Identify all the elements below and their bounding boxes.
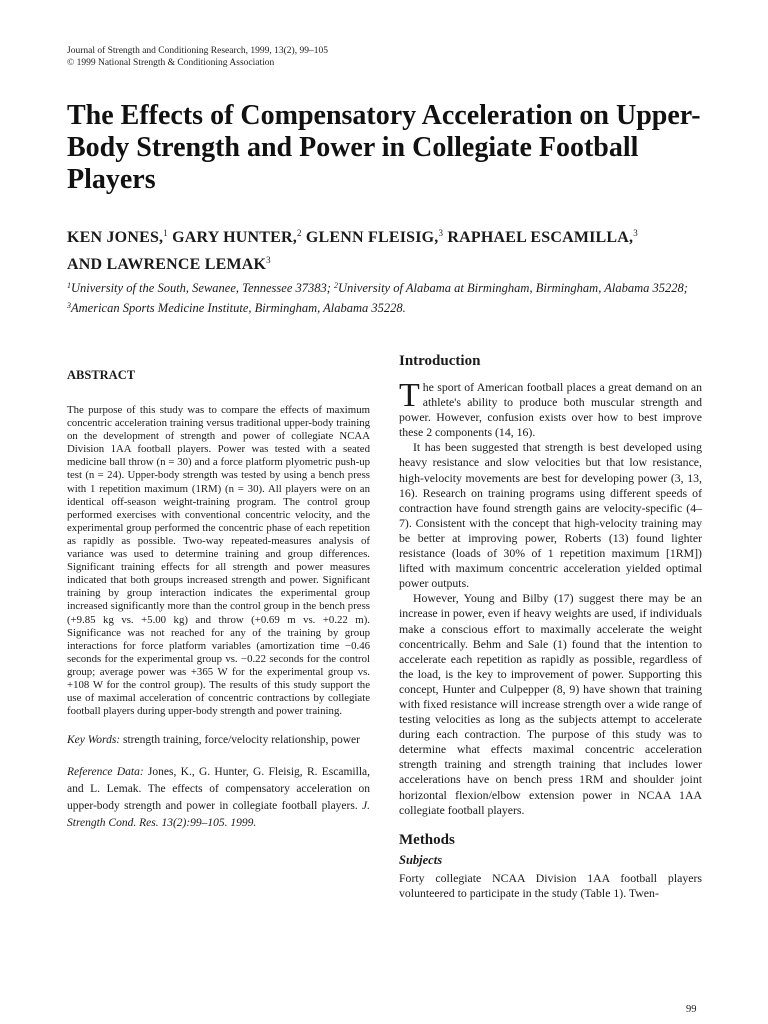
author-affiliation-mark: 3: [438, 228, 444, 238]
reference-data: [67, 764, 370, 832]
affiliation-text: University of Alabama at Birmingham, Birmingham, Alabama 35228;: [338, 281, 688, 295]
keywords: [67, 732, 370, 749]
methods-heading: Methods: [399, 831, 455, 848]
keywords-label: Key Words:: [67, 734, 121, 747]
author-name: AND LAWRENCE LEMAK: [67, 256, 267, 273]
left-column: [67, 368, 370, 832]
affiliation-text: University of the South, Sewanee, Tennessee 37383;: [71, 281, 335, 295]
reference-citation: J. Strength Cond. Res. 13(2):99–105. 1999.: [67, 800, 370, 830]
author-list: [67, 222, 727, 276]
introduction-paragraph: [399, 377, 702, 440]
reference-label: Reference Data:: [67, 766, 144, 779]
introduction-paragraph-text: he sport of American football places a great demand on an athlete's ability to produce both muscular strength and power. However, confusion exists over how to best improve these 2 components (14, 16).: [399, 380, 702, 440]
journal-copyright: © 1999 National Strength & Conditioning Association: [67, 58, 275, 68]
affiliation-mark: 3: [67, 301, 71, 310]
author-name: RAPHAEL ESCAMILLA,: [447, 229, 634, 246]
article-title: The Effects of Compensatory Acceleration on Upper-Body Strength and Power in Collegiate Football Players: [67, 100, 701, 195]
abstract-heading: ABSTRACT: [67, 368, 136, 382]
affiliation-mark: 2: [334, 281, 339, 290]
affiliations: [67, 277, 707, 317]
introduction-heading: Introduction: [399, 353, 481, 369]
author-affiliation-mark: 1: [163, 228, 168, 238]
introduction-paragraph: It has been suggested that strength is best developed using heavy resistance and slow velocities but that low resistance, high-velocity movements are best for developing power (3, 13, 16). Research on training programs using different speeds of contraction have found strength gains are velocity-specific (4–7). Consistent with the concept that high-velocity training may be better at improving power, Roberts (13) found lighter resistance (loads of 30% of 1 repetition maximum [1RM]) lifted with maximum concentric acceleration yielded optimal power outputs.: [399, 440, 702, 591]
author-affiliation-mark: 3: [266, 255, 271, 265]
methods-paragraph: Forty collegiate NCAA Division 1AA football players volunteered to participate in the study (Table 1). Twen-: [399, 870, 702, 900]
author-affiliation-mark: 2: [296, 228, 302, 238]
right-column: [399, 353, 702, 901]
introduction-paragraph: However, Young and Bilby (17) suggest there may be an increase in power, even if heavy weights are used, if individuals make a conscious effort to maximally accelerate the weight concentrically. Behm and Sale (1) found that the intention to accelerate each repetition as rapidly as possible, regardless of the load, is the key to improvement of power. Supporting this concept, Hunter and Culpepper (8, 9) have shown that training with fixed resistance will increase strength over a wide range of testing velocities as long as the subjects attempt to accelerate during each contraction. The purpose of this study was to determine what effects maximal concentric acceleration strength training and strength training that includes lower accelerations have on bench press 1RM and shoulder joint horizontal flexion/elbow extension power in NCAA 1AA collegiate football players.: [399, 591, 702, 817]
journal-citation: Journal of Strength and Conditioning Research, 1999, 13(2), 99–105: [67, 46, 328, 56]
reference-text: Jones, K., G. Hunter, G. Fleisig, R. Escamilla, and L. Lemak. The effects of compensatory acceleration on upper-body strength and power in collegiate football players.: [67, 766, 370, 813]
affiliation-mark: 1: [67, 281, 71, 290]
author-affiliation-mark: 3: [633, 228, 638, 238]
author-name: GLENN FLEISIG,: [305, 229, 439, 246]
subjects-subheading: Subjects: [399, 852, 443, 867]
abstract-body: The purpose of this study was to compare the effects of maximum concentric acceleration training versus traditional upper-body training on the development of strength and power of collegiate NCAA Division 1AA football players. Power was tested with a seated medicine ball throw (n = 30) and a force platform plyometric push-up test (n = 24). Upper-body strength was tested by using a bench press with 1 repetition maximum (1RM) (n = 30). All players were on an identical off-season weight-training program. The control group performed exercises with conventional concentric velocity, and the experimental group performed the concentric phase of each repetition as rapidly as possible. Two-way repeated-measures analysis of variance was used to determine training and group differences. Significant training effects for all strength and power measures indicated that both groups increased strength and power. Significant training by group interaction indicates the experimental group increased significantly more than the control group in the bench press (+9.85 kg vs. +5.00 kg) and throw (+0.69 m vs. +0.22 m). Significance was not reached for any of the training by group interactions for force platform variables (amortization time −0.46 seconds for the experimental group vs. −0.22 seconds for the control group; average power was +365 W for the experimental group vs. +108 W for the control group). The results of this study support the use of maximal acceleration of concentric contractions by collegiate football players during upper-body strength and power training.: [67, 404, 370, 718]
keywords-text: strength training, force/velocity relationship, power: [120, 734, 360, 747]
author-name: KEN JONES,: [67, 229, 164, 246]
page-number: 99: [686, 1004, 697, 1015]
author-name: GARY HUNTER,: [172, 229, 297, 246]
affiliation-text: American Sports Medicine Institute, Birmingham, Alabama 35228.: [71, 301, 406, 315]
drop-cap: T: [399, 377, 420, 414]
